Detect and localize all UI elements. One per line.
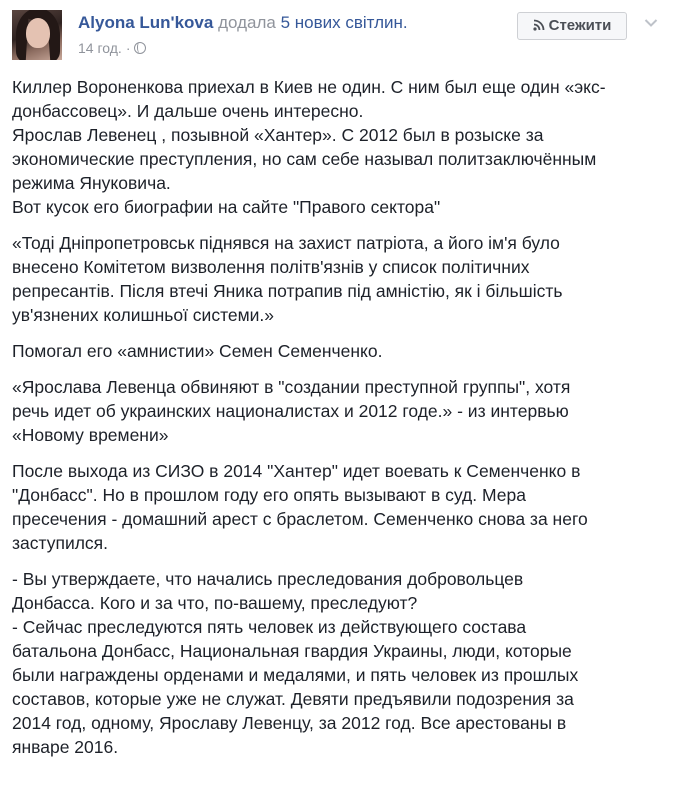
- post-text-line: январе 2016.: [12, 737, 119, 757]
- photos-link[interactable]: 5 нових світлин.: [280, 13, 408, 32]
- post-text-line: донбассовец». И дальше очень интересно.: [12, 101, 364, 121]
- post-text-line: Ярослав Левенец , позывной «Хантер». С 2012 был в розыске за: [12, 125, 544, 145]
- post-text-line: - Сейчас преследуются пять человек из действующего состава: [12, 617, 527, 637]
- follow-button-label: Стежити: [548, 17, 612, 34]
- post-text-line: ув'язнених колишньої системи.»: [12, 305, 275, 325]
- author-action-text: додала: [218, 13, 276, 32]
- post-header: [12, 10, 663, 60]
- post-text-line: речь идет об украинских националистах и 2012 годе.» - из интервью: [12, 401, 569, 421]
- rss-icon: [533, 19, 545, 31]
- post-text-line: "Донбасс". Но в прошлом году его опять вызывают в суд. Мера: [12, 485, 526, 505]
- post-paragraph: [12, 459, 663, 555]
- post-text-line: Донбасса. Кого и за что, по-вашему, преследуют?: [12, 593, 418, 613]
- globe-icon[interactable]: [134, 42, 146, 54]
- author-name-link[interactable]: Alyona Lun'kova: [78, 13, 214, 32]
- post-text-line: режима Януковича.: [12, 173, 171, 193]
- post-text-line: пресечения - домашний арест с браслетом. Семенченко снова за него: [12, 509, 588, 529]
- post-text-line: репресантів. Після втечі Яника потрапив під амністію, як і більшість: [12, 281, 563, 301]
- post-text-line: составов, которые уже не служат. Девяти предъявили подозрения за: [12, 689, 574, 709]
- post-text-line: были награждены орденами и медалями, и пять человек из прошлых: [12, 665, 579, 685]
- post-text-line: «Тоді Дніпропетровськ піднявся на захист патріота, а його ім'я було: [12, 233, 560, 253]
- post-text-line: 2014 год, одному, Ярославу Левенцу, за 2012 год. Все арестованы в: [12, 713, 567, 733]
- post-paragraph: [12, 231, 663, 327]
- post-text-line: Киллер Вороненкова приехал в Киев не один. С ним был еще один «экс-: [12, 77, 606, 97]
- avatar-face: [26, 18, 50, 48]
- post-text-line: экономические преступления, но сам себе называл политзаключённым: [12, 149, 597, 169]
- post-timestamp-link[interactable]: 14 год.: [78, 40, 122, 56]
- post-text-line: Помогал его «амнистии» Семен Семенченко.: [12, 341, 383, 361]
- chevron-down-icon[interactable]: [644, 18, 658, 28]
- post-text-line: заступился.: [12, 533, 109, 553]
- post-text-line: батальона Донбасс, Национальная гвардия Украины, люди, которые: [12, 641, 572, 661]
- post-text-line: «Новому времени»: [12, 425, 169, 445]
- post-text-line: После выхода из СИЗО в 2014 "Хантер" идет воевать к Семенченко в: [12, 461, 581, 481]
- post-body: [12, 75, 663, 771]
- post-text-line: Вот кусок его биографии на сайте "Правого сектора": [12, 197, 441, 217]
- avatar[interactable]: [12, 10, 62, 60]
- post-text-line: «Ярослава Левенца обвиняют в "создании преступной группы", хотя: [12, 377, 571, 397]
- post-text-line: внесено Комітетом визволення політв'язнів у список політичних: [12, 257, 530, 277]
- post-text-line: - Вы утверждаете, что начались преследования добровольцев: [12, 569, 524, 589]
- post-paragraph: [12, 75, 663, 219]
- post-paragraph: [12, 567, 663, 759]
- post-paragraph: [12, 339, 663, 363]
- author-line: [78, 12, 408, 34]
- meta-separator: ·: [125, 40, 131, 56]
- post-meta: [78, 39, 146, 57]
- follow-button[interactable]: [517, 12, 627, 40]
- post-paragraph: [12, 375, 663, 447]
